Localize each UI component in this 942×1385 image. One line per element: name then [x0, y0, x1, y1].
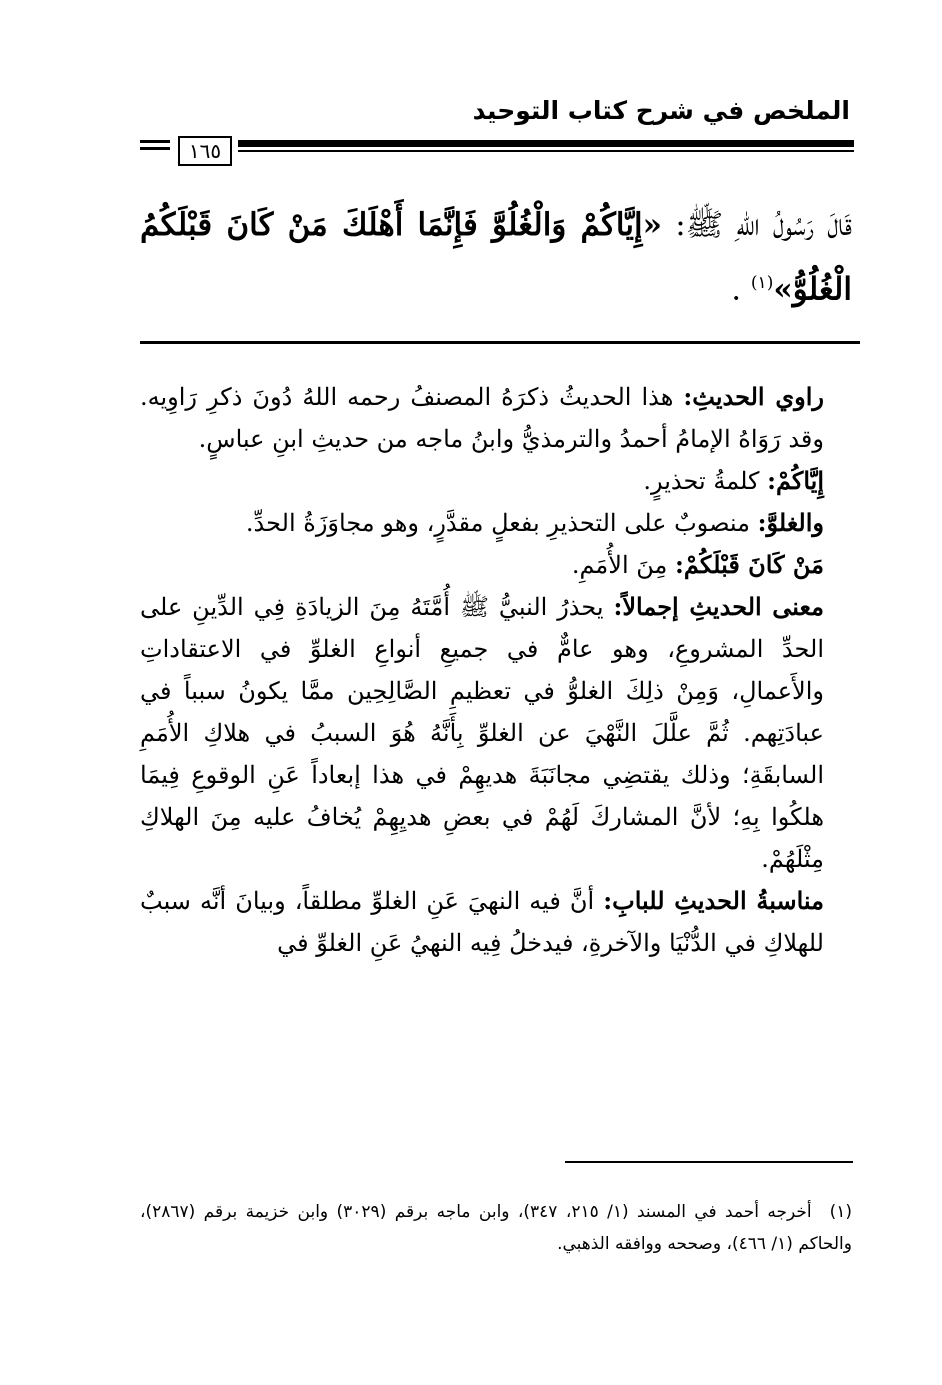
running-title: الملخص في شرح كتاب التوحيد: [472, 96, 850, 125]
section-text: يحذرُ النبيُّ ﷺ أُمَّتَهُ مِنَ الزيادَةِ فِي الدِّينِ على الحدِّ المشروعِ، وهو عامٌّ في جميعِ أنواعِ الغلوِّ في الاعتقاداتِ والأَعمالِ، وَمِنْ ذلِكَ الغلوُّ في تعظيمِ الصَّالِحِين ممَّا يكونُ سبباً في عبادَتِهم. ثُمَّ علَّلَ النَّهْيَ عن الغلوِّ بِأَنَّهُ هُوَ السببُ في هلاكِ الأُمَمِ السابقَةِ؛ وذلك يقتضِي مجانَبَةَ هديهِمْ في هذا إبعاداً عَنِ الوقوعِ فِيمَا هلكُوا بِهِ؛ لأنَّ المشاركَ لَهُمْ في بعضِ هديِهِمْ يُخافُ عليه مِنَ الهلاكِ مِثْلَهُمْ.: [140, 593, 824, 873]
section-label: مَنْ كَانَ قَبْلَكُمْ:: [675, 550, 824, 579]
hadith-text: [140, 196, 852, 318]
section-separator: [140, 341, 860, 344]
section-iyyakum: [140, 460, 852, 502]
section-narrator: [140, 376, 852, 460]
section-man-kana: [140, 544, 852, 586]
footnote: [140, 1196, 852, 1260]
header-left-bars: [140, 140, 170, 154]
section-meaning: [140, 586, 852, 880]
header-double-rule: [238, 140, 854, 152]
section-text: منصوبٌ على التحذيرِ بفعلٍ مقدَّرٍ، وهو مجاوَزَةُ الحدِّ.: [245, 509, 750, 537]
footnote-number: (١): [829, 1202, 852, 1222]
section-label: معنى الحديثِ إجمالاً:: [613, 592, 824, 621]
footnote-rule: [565, 1161, 853, 1163]
hadith-intro: قَالَ رَسُولُ اللهِ ﷺ:: [675, 207, 852, 243]
section-text: هذا الحديثُ ذكرَهُ المصنفُ رحمه اللهُ دُونَ ذكرِ رَاوِيه. وقد رَوَاهُ الإمامُ أحمدُ والترمذيُّ وابنُ ماجه من حديثِ ابنِ عباسٍ.: [140, 383, 824, 453]
section-text: مِنَ الأُمَمِ.: [571, 551, 668, 579]
section-label: إِيَّاكُمْ:: [767, 466, 824, 495]
section-text: أنَّ فيه النهيَ عَنِ الغلوِّ مطلقاً، وبيانَ أنَّه سببٌ للهلاكِ في الدُّنْيَا والآخرةِ، فيدخلُ فِيه النهيُ عَنِ الغلوِّ في: [140, 887, 824, 957]
section-label: راوي الحديثِ:: [683, 382, 824, 411]
section-label: مناسبةُ الحديثِ للبابِ:: [603, 886, 824, 915]
section-relevance: [140, 880, 852, 964]
commentary: [140, 376, 852, 964]
footnote-text: أخرجه أحمد في المسند (١/ ٢١٥، ٣٤٧)، وابن ماجه برقم (٣٠٢٩) وابن خزيمة برقم (٢٨٦٧)، والحاكم (١/ ٤٦٦)، وصححه ووافقه الذهبي.: [140, 1202, 852, 1254]
section-text: كلمةُ تحذيرٍ.: [643, 467, 760, 495]
hadith-footnote-marker: (١): [750, 273, 774, 293]
page-number: ١٦٥: [178, 136, 232, 166]
hadith-end: .: [731, 271, 742, 308]
hadith-quote: «إِيَّاكُمْ وَالْغُلُوَّ فَإِنَّمَا أَهْلَكَ مَنْ كَانَ قَبْلَكُمُ الْغُلُوُّ»: [140, 207, 852, 308]
section-label: والغلوَّ:: [757, 508, 824, 537]
section-ghuluw: [140, 502, 852, 544]
header-rule: [140, 136, 854, 166]
